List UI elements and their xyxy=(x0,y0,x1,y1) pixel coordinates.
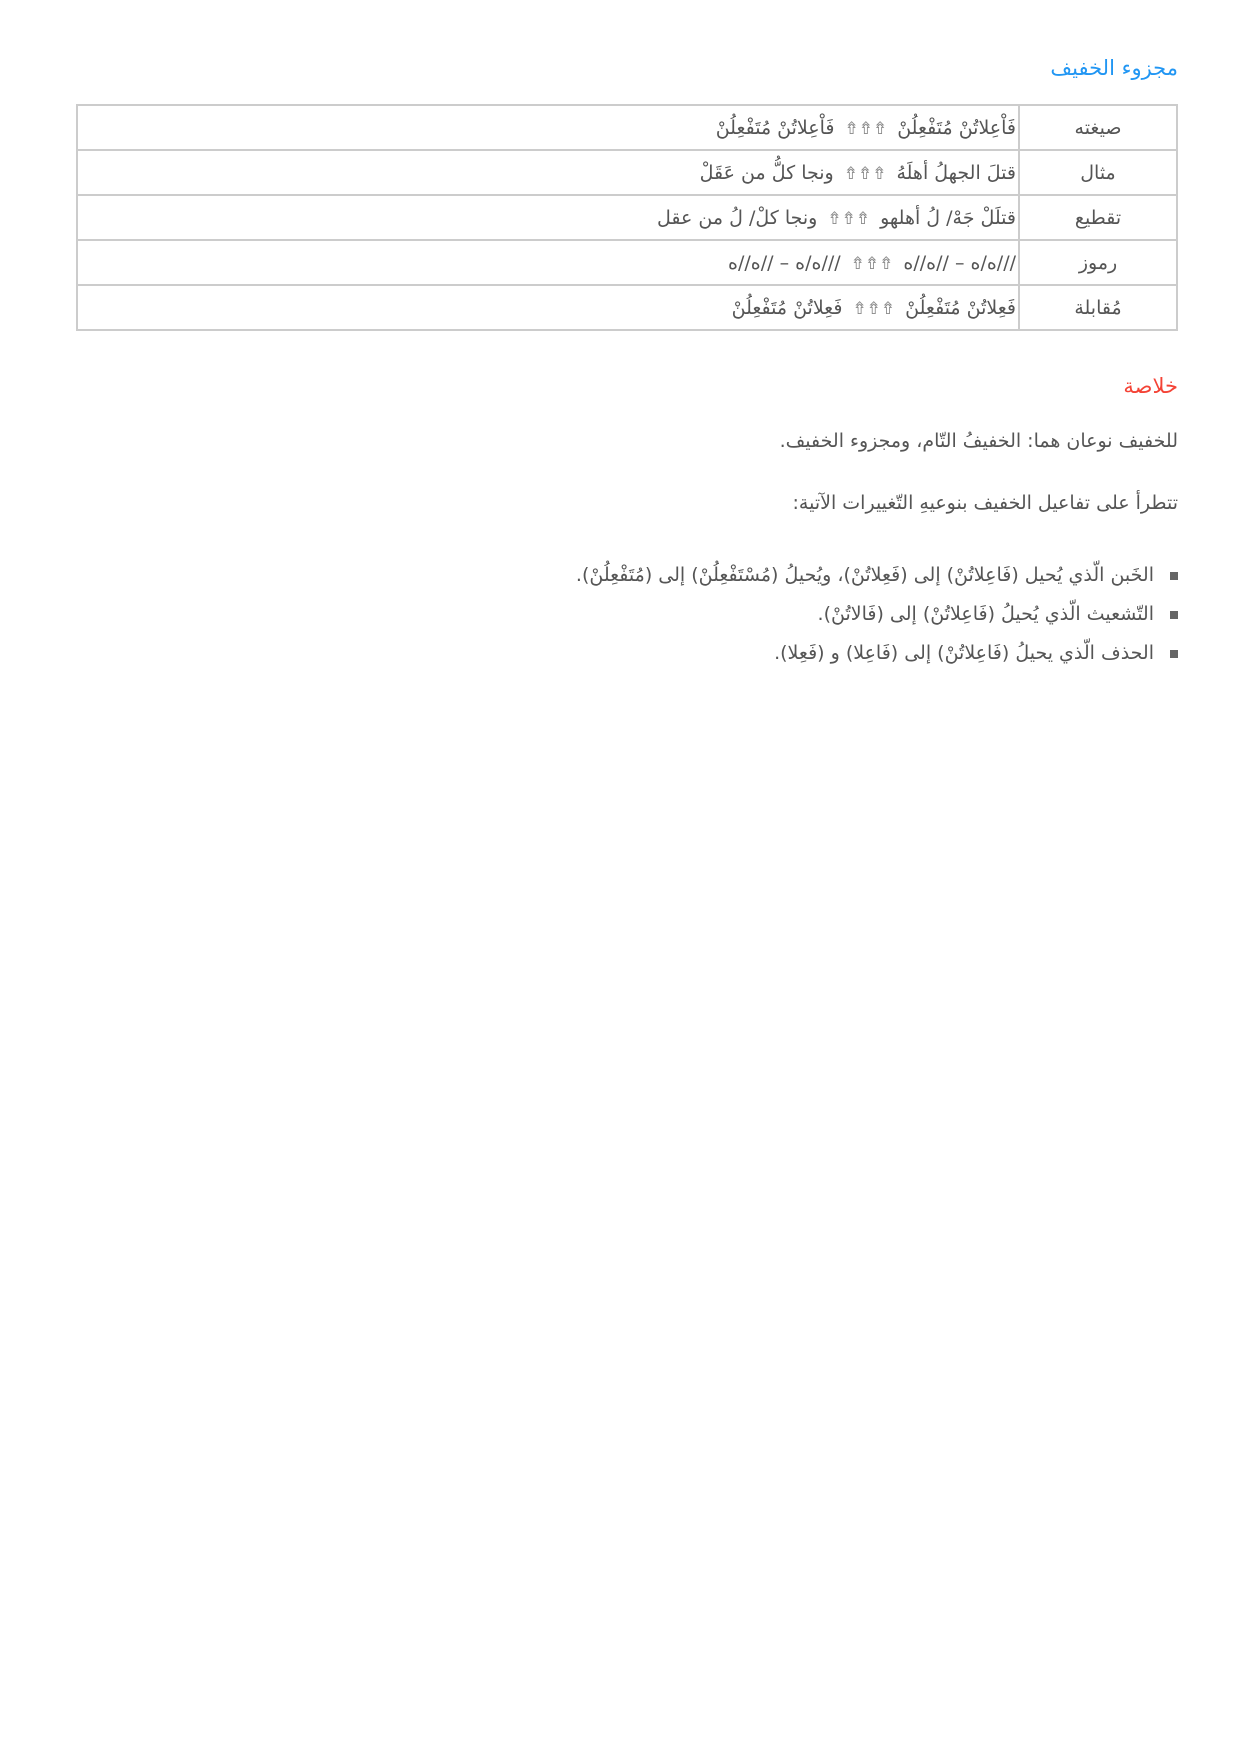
list-item-text: الخَبن الّذي يُحيل (فَاعِلاتُنْ) إلى (فَعِلاتُنْ)، ويُحيلُ (مُسْتَفْعِلُنْ) إلى (مُتَفْعِلُنْ). xyxy=(575,564,1154,586)
section-title: مجزوء الخفيف xyxy=(1050,56,1178,80)
paragraph: للخفيف نوعان هما: الخفيفُ التّام، ومجزوء الخفيف. xyxy=(779,430,1178,452)
row-label: مثال xyxy=(1019,150,1177,195)
list-item-text: التّشعيث الّذي يُحيلُ (فَاعِلاتُنْ) إلى (فَالاتُنْ). xyxy=(817,603,1154,625)
second-hemistich: فَعِلاتُنْ مُتَفْعِلُنْ xyxy=(731,296,843,319)
table-row xyxy=(77,195,1177,240)
first-hemistich: فَاْعِلاتُنْ مُتَفْعِلُنْ xyxy=(897,116,1016,139)
separator-arrows-icon: ⇮⇮⇮ xyxy=(844,118,888,139)
row-label: صيغته xyxy=(1019,105,1177,150)
first-hemistich: فَعِلاتُنْ مُتَفْعِلُنْ xyxy=(905,296,1016,319)
list-item xyxy=(576,595,1178,634)
table-row xyxy=(77,240,1177,285)
separator-arrows-icon: ⇮⇮⇮ xyxy=(850,253,894,274)
row-label: مُقابلة xyxy=(1019,285,1177,330)
row-value xyxy=(77,105,1019,150)
list-item-text: الحذف الّذي يحيلُ (فَاعِلاتُنْ) إلى (فَاعِلا) و (فَعِلا). xyxy=(774,642,1154,664)
table-row xyxy=(77,285,1177,330)
row-value xyxy=(77,195,1019,240)
second-hemistich: ونجا كلُّ من عَقَلْ xyxy=(699,161,834,184)
second-hemistich: ///ه/ه – //ه//ه xyxy=(728,251,841,274)
separator-arrows-icon: ⇮⇮⇮ xyxy=(827,208,871,229)
bullet-icon xyxy=(1170,650,1178,658)
separator-arrows-icon: ⇮⇮⇮ xyxy=(852,298,896,319)
row-value xyxy=(77,150,1019,195)
row-label: تقطيع xyxy=(1019,195,1177,240)
list-item xyxy=(576,634,1178,673)
bullet-icon xyxy=(1170,572,1178,580)
row-value xyxy=(77,285,1019,330)
second-hemistich: ونجا كلْ/ لُ من عقل xyxy=(657,206,818,229)
paragraph: تتطرأ على تفاعيل الخفيف بنوعيهِ التّغييرات الآتية: xyxy=(792,492,1178,514)
second-hemistich: فَاْعِلاتُنْ مُتَفْعِلُنْ xyxy=(715,116,835,139)
first-hemistich: قتلَلْ جَهْ/ لُ أهلهو xyxy=(880,206,1016,229)
list-item xyxy=(576,556,1178,595)
first-hemistich: قتلَ الجهلُ أهلَهُ xyxy=(896,161,1016,184)
table-row xyxy=(77,105,1177,150)
changes-list xyxy=(576,556,1178,673)
bullet-icon xyxy=(1170,611,1178,619)
first-hemistich: ///ه/ه – //ه//ه xyxy=(903,251,1016,274)
meter-table xyxy=(76,104,1178,331)
row-label: رموز xyxy=(1019,240,1177,285)
summary-heading: خلاصة xyxy=(1123,374,1178,398)
table-row xyxy=(77,150,1177,195)
row-value xyxy=(77,240,1019,285)
separator-arrows-icon: ⇮⇮⇮ xyxy=(843,163,887,184)
